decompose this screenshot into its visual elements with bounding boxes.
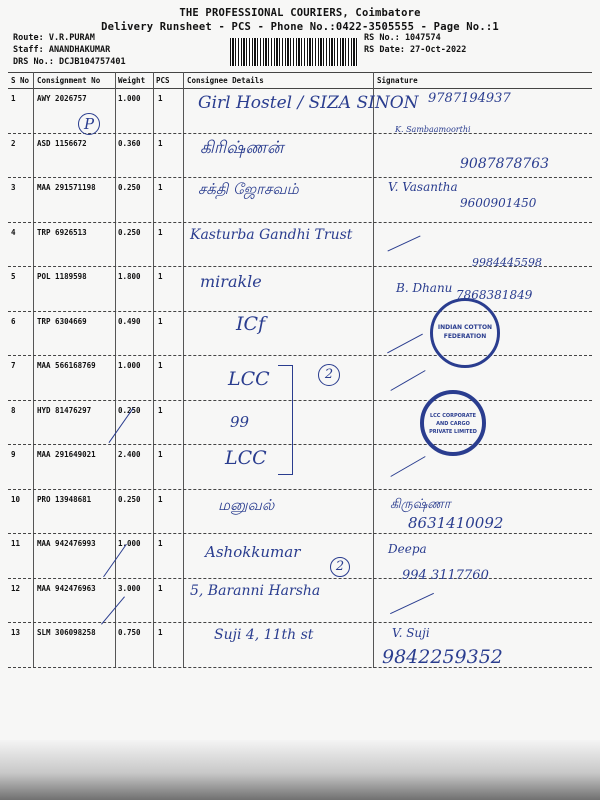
pen-stroke <box>390 456 425 477</box>
bracket-mark <box>278 365 293 475</box>
rs-date: RS Date: 27-Oct-2022 <box>364 45 467 55</box>
row-weight: 1.800 <box>118 272 141 281</box>
handwritten-signature: 9087878763 <box>460 156 550 172</box>
row-separator <box>8 622 592 623</box>
handwritten-name: K. Sambaamoorthi <box>395 125 471 134</box>
document-subtitle: Delivery Runsheet - PCS - Phone No.:0422-3505555 - Page No.:1 <box>101 21 499 33</box>
handwritten-details: Kasturba Gandhi Trust <box>190 227 353 243</box>
row-sno: 13 <box>11 628 21 637</box>
row-separator <box>8 444 592 445</box>
row-separator <box>8 667 592 668</box>
row-pcs: 1 <box>158 628 163 637</box>
handwritten-name: Deepa <box>388 542 427 556</box>
row-weight: 0.250 <box>118 227 141 237</box>
row-weight: 2.400 <box>118 450 141 459</box>
column-divider <box>183 72 184 668</box>
row-pcs: 1 <box>158 138 163 148</box>
handwritten-name: கிருஷ்ணா <box>390 497 451 512</box>
row-weight: 1.000 <box>118 361 141 370</box>
handwritten-details: கிரிஷ்ணன் <box>200 138 284 158</box>
pen-stroke <box>390 370 425 391</box>
row-sno: 1 <box>11 94 16 103</box>
row-pcs: 1 <box>158 539 163 548</box>
row-weight: 1.000 <box>118 539 141 548</box>
handwritten-number: 7868381849 <box>456 288 533 302</box>
handwritten-name: V. Vasantha <box>388 180 458 194</box>
handwritten-details: மனுவல் <box>218 496 275 514</box>
row-sno: 10 <box>11 494 21 504</box>
header-bottom-rule <box>8 88 592 89</box>
handwritten-signature: 9842259352 <box>382 646 503 668</box>
circled-mark: P <box>78 113 100 135</box>
row-pcs: 1 <box>158 494 163 504</box>
column-divider <box>373 72 374 668</box>
row-separator <box>8 355 592 356</box>
row-consignment: TRP 6304669 <box>37 316 87 326</box>
row-consignment: MAA 566168769 <box>37 361 96 370</box>
row-sno: 2 <box>11 138 16 148</box>
handwritten-signature: 994 3117760 <box>402 568 489 583</box>
row-weight: 1.000 <box>118 94 141 103</box>
row-separator <box>8 311 592 312</box>
round-stamp: LCC CORPORATE AND CARGO PRIVATE LIMITED <box>420 390 486 456</box>
column-divider <box>115 72 116 668</box>
col-consignment: Consignment No <box>37 76 101 85</box>
row-consignment: MAA 291571198 <box>37 183 96 192</box>
row-pcs: 1 <box>158 227 163 237</box>
column-divider <box>33 72 34 668</box>
col-weight: Weight <box>118 76 146 85</box>
handwritten-details: LCC <box>228 368 270 390</box>
handwritten-name: V. Suji <box>392 626 430 640</box>
row-consignment: HYD 81476297 <box>37 405 92 415</box>
row-weight: 0.360 <box>118 138 141 148</box>
row-separator <box>8 578 592 579</box>
row-pcs: 1 <box>158 583 163 593</box>
route-text: Route: V.R.PURAM <box>13 33 95 43</box>
handwritten-details: சக்தி ஜோசவம் <box>198 180 299 198</box>
handwritten-details: 99 <box>230 413 250 431</box>
pen-stroke <box>101 596 125 624</box>
handwritten-details: 5, Baranni Harsha <box>190 583 321 599</box>
row-pcs: 1 <box>158 94 163 103</box>
row-sno: 7 <box>11 361 16 370</box>
handwritten-signature: 9787194937 <box>428 91 511 106</box>
row-sno: 4 <box>11 227 16 237</box>
rs-number: RS No.: 1047574 <box>364 33 441 43</box>
row-consignment: MAA 942476993 <box>37 539 96 548</box>
col-signature: Signature <box>377 76 418 85</box>
handwritten-details: Girl Hostel / SIZA SINON <box>198 93 419 113</box>
row-weight: 0.750 <box>118 628 141 637</box>
scan-shadow <box>0 740 600 800</box>
row-pcs: 1 <box>158 405 163 415</box>
handwritten-details: Ashokkumar <box>205 543 301 561</box>
row-consignment: ASD 1156672 <box>37 138 87 148</box>
barcode <box>230 38 358 66</box>
circled-mark: 2 <box>330 557 350 577</box>
row-pcs: 1 <box>158 361 163 370</box>
row-weight: 0.250 <box>118 405 141 415</box>
header-left-info <box>13 32 126 68</box>
row-sno: 3 <box>11 183 16 192</box>
row-consignment: POL 1189598 <box>37 272 87 281</box>
handwritten-signature: 9984445598 <box>472 256 542 269</box>
staff-text: Staff: ANANDHAKUMAR <box>13 45 111 55</box>
header-right-info <box>364 32 466 56</box>
handwritten-signature: 9600901450 <box>460 196 537 210</box>
round-stamp: INDIAN COTTON FEDERATION <box>430 298 500 368</box>
row-consignment: MAA 291649021 <box>37 450 96 459</box>
row-separator <box>8 177 592 178</box>
row-consignment: PRO 13948681 <box>37 494 92 504</box>
handwritten-details: LCC <box>225 447 267 469</box>
column-divider <box>153 72 154 668</box>
row-sno: 9 <box>11 450 16 459</box>
row-pcs: 1 <box>158 316 163 326</box>
handwritten-details: ICf <box>236 313 266 335</box>
document-title: THE PROFESSIONAL COURIERS, Coimbatore <box>179 7 421 19</box>
row-separator <box>8 533 592 534</box>
col-sno: S No <box>11 76 30 85</box>
col-details: Consignee Details <box>187 76 264 85</box>
pen-stroke <box>387 334 423 354</box>
row-pcs: 1 <box>158 272 163 281</box>
row-consignment: MAA 942476963 <box>37 583 96 593</box>
row-weight: 0.490 <box>118 316 141 326</box>
table-top-rule <box>8 72 592 73</box>
row-pcs: 1 <box>158 183 163 192</box>
col-pcs: PCS <box>156 76 170 85</box>
row-sno: 5 <box>11 272 16 281</box>
row-consignment: AWY 2026757 <box>37 94 87 103</box>
row-pcs: 1 <box>158 450 163 459</box>
row-consignment: SLM 306098258 <box>37 628 96 637</box>
row-sno: 11 <box>11 539 21 548</box>
row-sno: 8 <box>11 405 16 415</box>
row-weight: 3.000 <box>118 583 141 593</box>
row-weight: 0.250 <box>118 494 141 504</box>
pen-stroke <box>390 593 434 614</box>
row-consignment: TRP 6926513 <box>37 227 87 237</box>
row-weight: 0.250 <box>118 183 141 192</box>
handwritten-name: B. Dhanu <box>396 281 453 295</box>
pen-stroke <box>387 235 420 251</box>
circled-mark: 2 <box>318 364 340 386</box>
handwritten-details: mirakle <box>200 272 262 291</box>
row-separator <box>8 400 592 401</box>
row-separator <box>8 222 592 223</box>
row-separator <box>8 489 592 490</box>
row-sno: 12 <box>11 583 21 593</box>
row-sno: 6 <box>11 316 16 326</box>
drs-number: DRS No.: DCJB104757401 <box>13 57 126 67</box>
handwritten-signature: 8631410092 <box>408 514 504 532</box>
handwritten-details: Suji 4, 11th st <box>214 627 314 643</box>
